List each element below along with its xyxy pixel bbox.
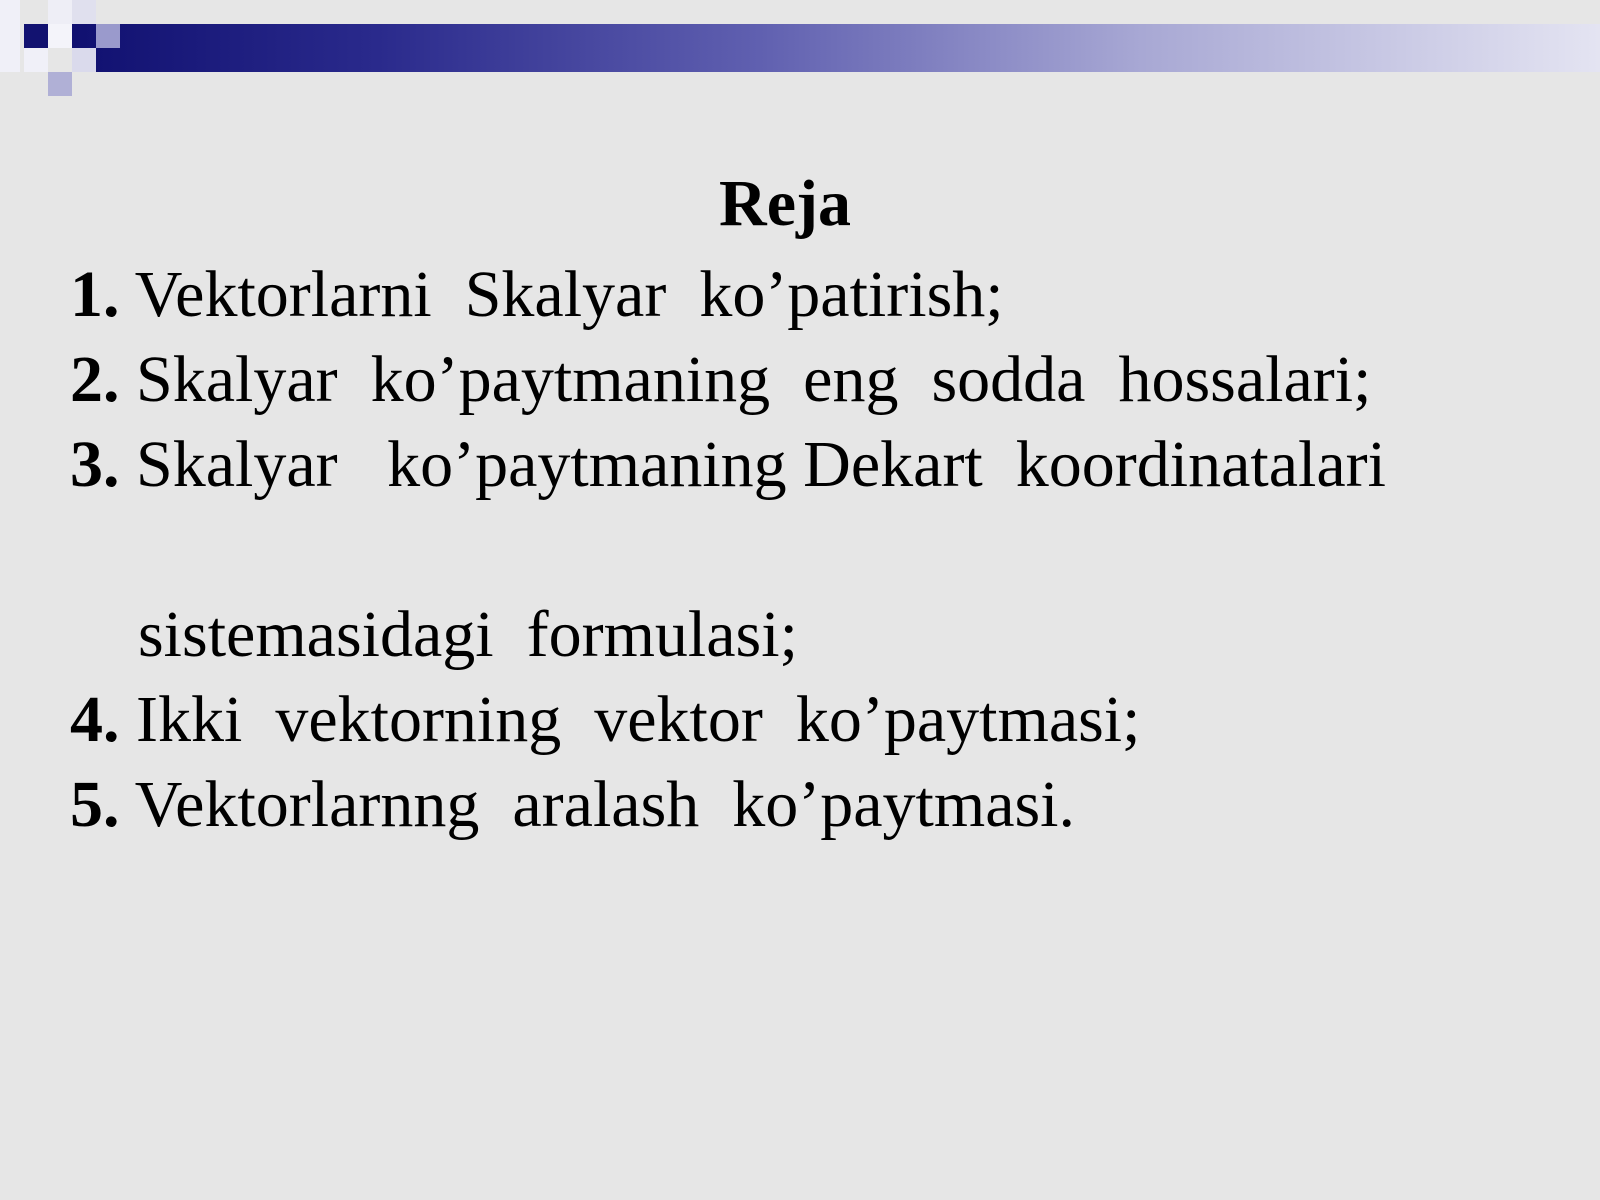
item-number: 5. bbox=[70, 768, 120, 841]
decor-square bbox=[96, 24, 120, 48]
slide-title: Reja bbox=[719, 167, 851, 240]
gradient-header-bar bbox=[72, 24, 1600, 72]
item-text: Vektorlarni Skalyar ko’patirish; bbox=[119, 258, 1004, 331]
plan-list bbox=[70, 252, 1570, 847]
plan-item-3 bbox=[70, 422, 1570, 507]
plan-item-1 bbox=[70, 252, 1570, 337]
decor-square bbox=[48, 24, 72, 48]
plan-item-5 bbox=[70, 762, 1570, 847]
decor-square bbox=[24, 48, 48, 72]
decor-square bbox=[24, 24, 48, 48]
item-number: 4. bbox=[70, 683, 120, 756]
plan-item-4 bbox=[70, 677, 1570, 762]
item-number: 2. bbox=[70, 343, 120, 416]
item-text: Ikki vektorning vektor ko’paytmasi; bbox=[119, 683, 1141, 756]
item-text: Skalyar ko’paytmaning Dekart koordinatalari bbox=[119, 428, 1386, 501]
item-number: 3. bbox=[70, 428, 120, 501]
item-text: sistemasidagi formulasi; bbox=[138, 598, 798, 671]
plan-item-3-continuation bbox=[70, 592, 1570, 677]
decor-square bbox=[72, 0, 96, 24]
plan-item-2 bbox=[70, 337, 1570, 422]
item-number: 1. bbox=[70, 258, 120, 331]
item-text: Vektorlarnng aralash ko’paytmasi. bbox=[119, 768, 1076, 841]
decor-square bbox=[72, 48, 96, 72]
item-text: Skalyar ko’paytmaning eng sodda hossalari; bbox=[119, 343, 1372, 416]
decor-square bbox=[48, 0, 72, 24]
decor-square bbox=[48, 72, 72, 96]
decor-square bbox=[0, 0, 20, 72]
